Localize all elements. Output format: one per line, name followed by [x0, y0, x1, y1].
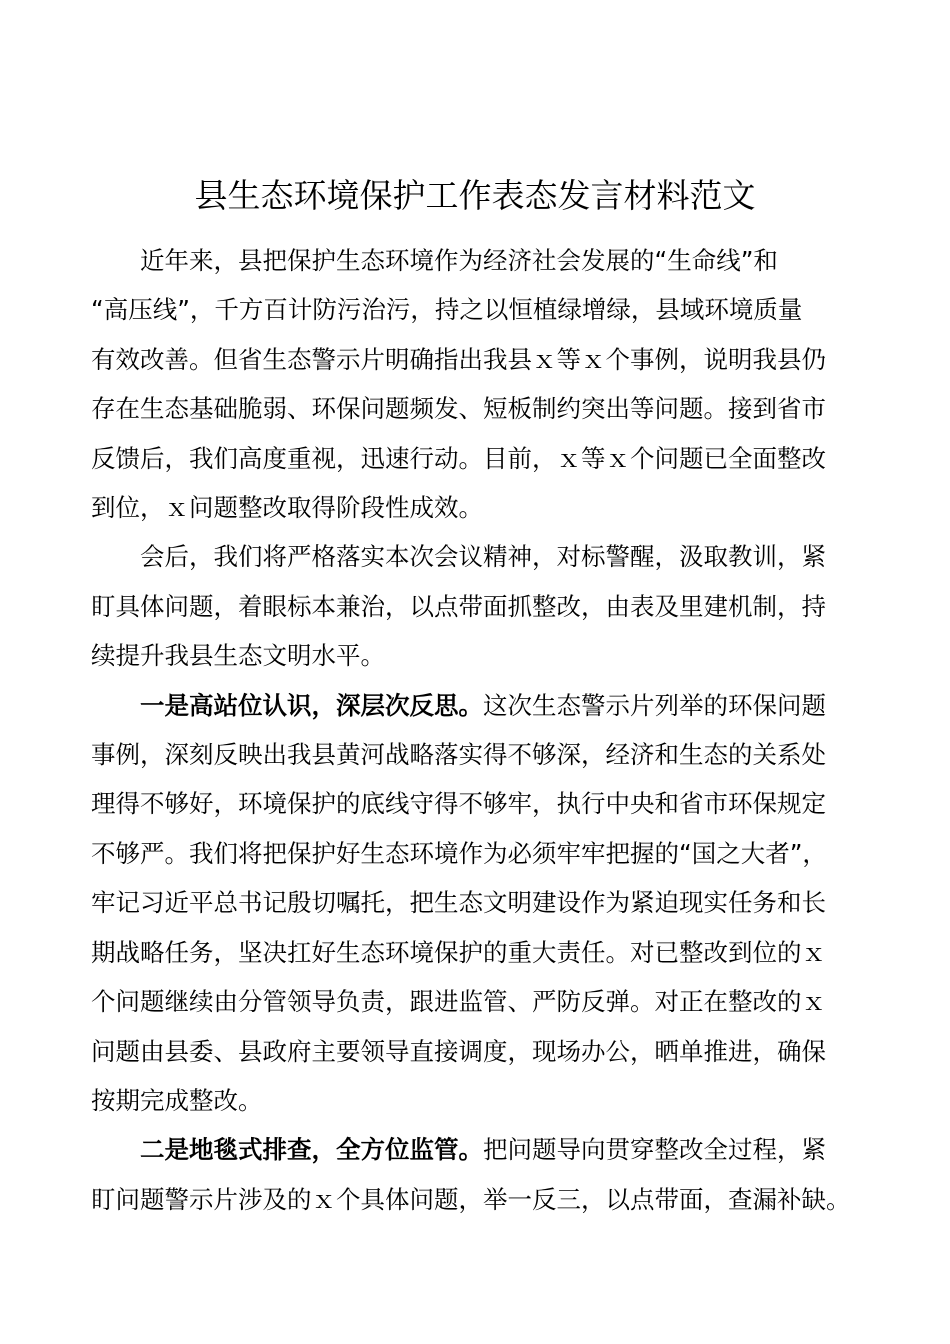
point-one-text: 这次生态警示片列举的环保问题 — [483, 690, 826, 720]
text-line: 存在生态基础脆弱、环保问题频发、短板制约突出等问题。接到省市 — [91, 394, 826, 424]
text-line: 有效改善。但省生态警示片明确指出我县ｘ等ｘ个事例，说明我县仍 — [91, 344, 826, 374]
point-one-heading: 一是高站位认识，深层次反思。 — [140, 690, 483, 720]
text-line: 到位，ｘ问题整改取得阶段性成效。 — [91, 493, 483, 523]
document-body — [91, 236, 861, 1224]
text-line: 个问题继续由分管领导负责，跟进监管、严防反弹。对正在整改的ｘ — [91, 987, 826, 1017]
text-line: 反馈后，我们高度重视，迅速行动。目前，ｘ等ｘ个问题已全面整改 — [91, 443, 826, 473]
text-line: 按期完成整改。 — [91, 1085, 263, 1115]
text-line: 续提升我县生态文明水平。 — [91, 641, 385, 671]
text-line: 理得不够好，环境保护的底线守得不够牢，执行中央和省市环保规定 — [91, 789, 826, 819]
text-line: 近年来，县把保护生态环境作为经济社会发展的“生命线”和 — [140, 246, 778, 275]
text-line: 会后，我们将严格落实本次会议精神，对标警醒，汲取教训，紧 — [140, 542, 826, 572]
text-line: “高压线”，千方百计防污治污，持之以恒植绿增绿，县域环境质量 — [91, 295, 803, 325]
text-line: 期战略任务，坚决扛好生态环境保护的重大责任。对已整改到位的ｘ — [91, 937, 826, 967]
text-line: 盯具体问题，着眼标本兼治，以点带面抓整改，由表及里建机制，持 — [91, 591, 826, 621]
paragraph-intro — [91, 236, 861, 532]
paragraph-commitment — [91, 532, 861, 680]
point-two-heading: 二是地毯式排查，全方位监管。 — [140, 1135, 483, 1165]
text-line: 不够严。我们将把保护好生态环境作为必须牢牢把握的“国之大者”， — [91, 838, 827, 868]
text-line: 牢记习近平总书记殷切嘱托，把生态文明建设作为紧迫现实任务和长 — [91, 888, 826, 918]
point-two-text: 把问题导向贯穿整改全过程，紧 — [483, 1135, 826, 1165]
paragraph-point-two — [91, 1125, 861, 1224]
text-line: 问题由县委、县政府主要领导直接调度，现场办公，晒单推进，确保 — [91, 1036, 826, 1066]
text-line: 盯问题警示片涉及的ｘ个具体问题，举一反三，以点带面，查漏补缺。 — [91, 1184, 851, 1214]
paragraph-point-one — [91, 681, 861, 1126]
text-line — [91, 681, 861, 730]
text-line: 事例，深刻反映出我县黄河战略落实得不够深，经济和生态的关系处 — [91, 740, 826, 770]
text-line — [91, 1125, 861, 1174]
document-title: 县生态环境保护工作表态发言材料范文 — [194, 176, 756, 215]
